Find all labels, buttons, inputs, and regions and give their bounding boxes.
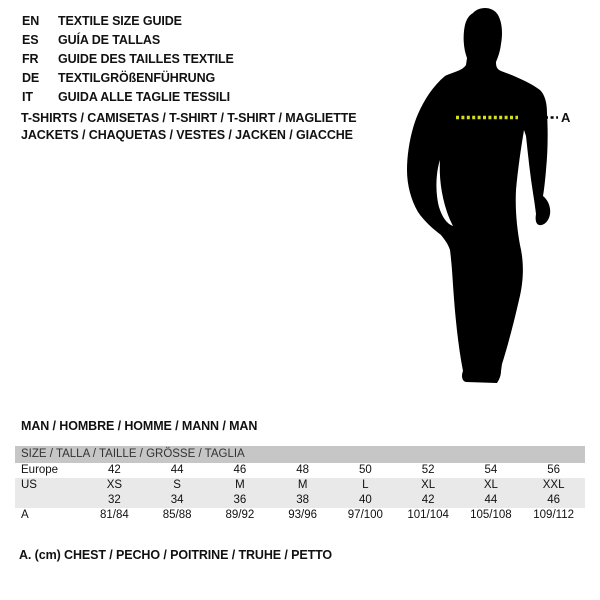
- language-row: [22, 49, 234, 68]
- language-title: TEXTILGRÖßENFÜHRUNG: [58, 70, 216, 85]
- size-table-header: SIZE / TALLA / TAILLE / GRÖSSE / TAGLIA: [15, 446, 585, 463]
- size-cell: 44: [170, 464, 184, 476]
- category-tshirts: T-SHIRTS / CAMISETAS / T-SHIRT / T-SHIRT / MAGLIETTE: [21, 111, 357, 125]
- man-silhouette: [407, 8, 550, 383]
- size-cell: 34: [170, 494, 184, 506]
- size-cell: 48: [296, 464, 310, 476]
- size-cell: M: [297, 479, 308, 491]
- size-cell: XL: [483, 479, 498, 491]
- table-row-us: [15, 478, 585, 493]
- language-row: [22, 30, 234, 49]
- size-cell: 50: [358, 464, 372, 476]
- language-code: ES: [22, 32, 39, 47]
- language-title-list: [22, 11, 234, 106]
- language-row: [22, 68, 234, 87]
- row-label: US: [21, 479, 37, 491]
- garment-categories: [21, 110, 357, 144]
- size-cell: 42: [421, 494, 435, 506]
- size-cell: 105/108: [470, 509, 512, 521]
- measurement-footnote: A. (cm) CHEST / PECHO / POITRINE / TRUHE / PETTO: [19, 548, 333, 562]
- language-title: TEXTILE SIZE GUIDE: [58, 13, 182, 28]
- language-row: [22, 87, 234, 106]
- size-cell: 52: [421, 464, 435, 476]
- size-cell: XS: [106, 479, 123, 491]
- size-cell: 97/100: [347, 509, 383, 521]
- size-cell: 101/104: [407, 509, 449, 521]
- language-title: GUÍA DE TALLAS: [58, 32, 161, 47]
- language-row: [22, 11, 234, 30]
- size-cell: 46: [547, 494, 561, 506]
- size-cell: 38: [296, 494, 310, 506]
- language-title: GUIDA ALLE TAGLIE TESSILI: [58, 89, 231, 104]
- language-code: FR: [22, 51, 39, 66]
- size-cell: 46: [233, 464, 247, 476]
- language-code: DE: [22, 70, 40, 85]
- table-row-europe: [15, 463, 585, 478]
- size-cell: L: [362, 479, 369, 491]
- size-cell: 42: [107, 464, 121, 476]
- section-title-man: MAN / HOMBRE / HOMME / MANN / MAN: [21, 419, 258, 433]
- language-title: GUIDE DES TAILLES TEXTILE: [58, 51, 234, 66]
- row-label: [15, 493, 83, 508]
- row-label: A: [21, 509, 29, 521]
- man-silhouette-figure: [400, 0, 600, 410]
- size-cell: 93/96: [288, 509, 318, 521]
- size-cell: 54: [484, 464, 498, 476]
- size-cell: S: [173, 479, 181, 491]
- size-cell: 32: [107, 494, 121, 506]
- size-cell: 36: [233, 494, 247, 506]
- size-cell: XL: [421, 479, 436, 491]
- size-cell: 89/92: [225, 509, 255, 521]
- size-cell: 40: [358, 494, 372, 506]
- language-code: IT: [22, 89, 33, 104]
- table-row-chest: [15, 508, 585, 523]
- size-cell: XXL: [542, 479, 565, 491]
- category-jackets: JACKETS / CHAQUETAS / VESTES / JACKEN / GIACCHE: [21, 128, 353, 142]
- size-cell: 44: [484, 494, 498, 506]
- size-cell: 56: [547, 464, 561, 476]
- size-cell: 81/84: [99, 509, 129, 521]
- size-cell: 109/112: [533, 509, 574, 521]
- table-row-numeric: [15, 493, 585, 508]
- size-cell: M: [235, 479, 245, 491]
- size-table: [15, 446, 585, 523]
- language-code: EN: [22, 13, 40, 28]
- size-cell: 85/88: [162, 509, 192, 521]
- measure-a-label: A: [561, 110, 571, 125]
- row-label: Europe: [21, 464, 59, 476]
